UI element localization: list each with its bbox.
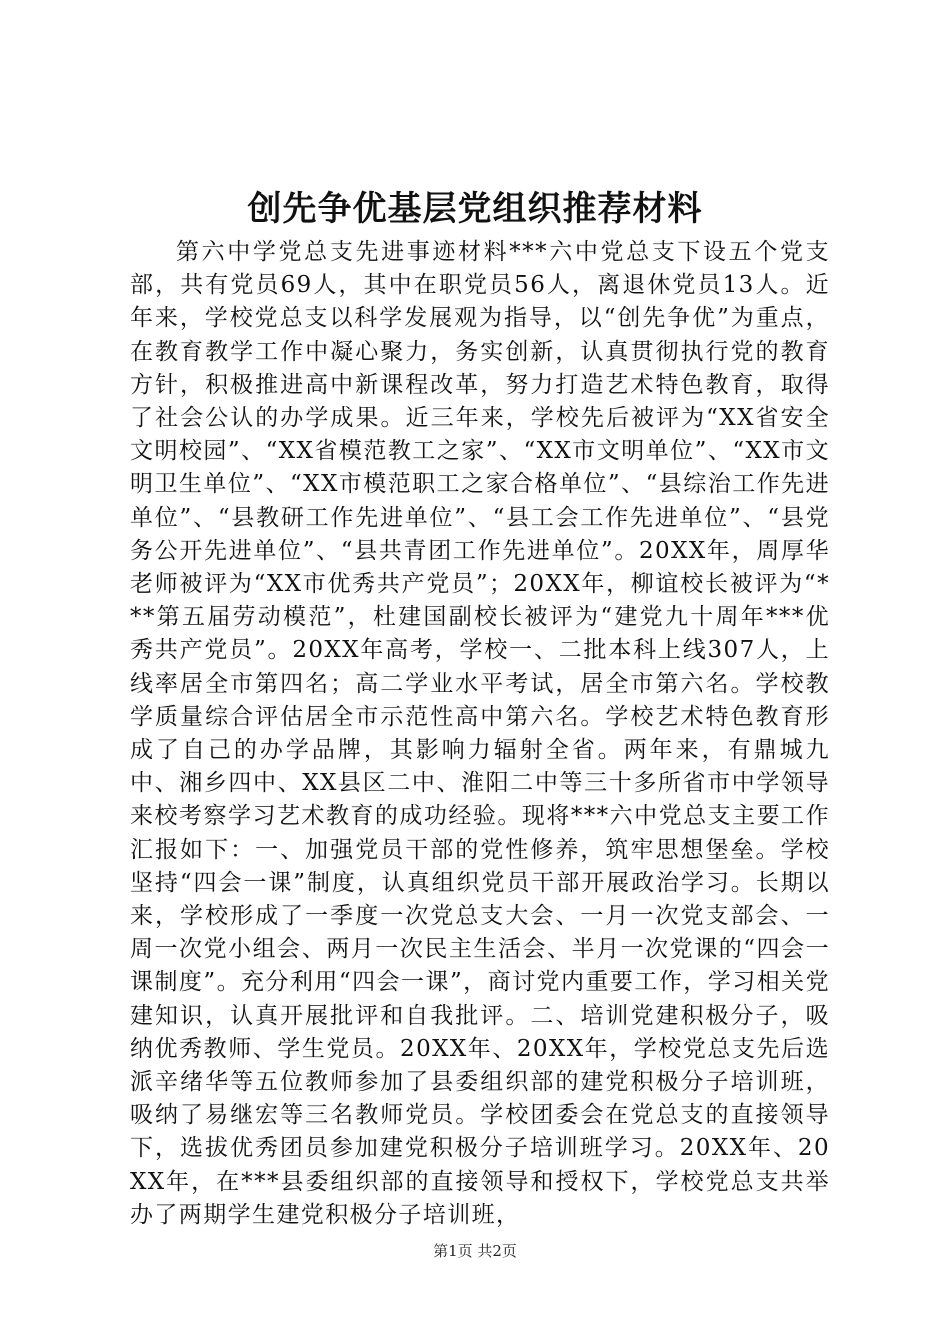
document-body-paragraph: 第六中学党总支先进事迹材料***六中党总支下设五个党支部，共有党员69人，其中在职党员56人，离退休党员13人。近年来，学校党总支以科学发展观为指导，以“创先争优”为重点，在教育教学工作中凝心聚力，务实创新，认真贯彻执行党的教育方针，积极推进高中新课程改革，努力打造艺术特色教育，取得了社会公认的办学成果。近三年来，学校先后被评为“XX省安全文明校园”、“XX省模范教工之家”、“XX市文明单位”、“XX市文明卫生单位”、“XX市模范职工之家合格单位”、“县综治工作先进单位”、“县教研工作先进单位”、“县工会工作先进单位”、“县党务公开先进单位”、“县共青团工作先进单位”。20XX年，周厚华老师被评为“XX市优秀共产党员”；20XX年，柳谊校长被评为“***第五届劳动模范”，杜建国副校长被评为“建党九十周年***优秀共产党员”。20XX年高考，学校一、二批本科上线307人，上线率居全市第四名；高二学业水平考试，居全市第六名。学校教学质量综合评估居全市示范性高中第六名。学校艺术特色教育形成了自己的办学品牌，其影响力辐射全省。两年来，有鼎城九中、湘乡四中、XX县区二中、淮阳二中等三十多所省市中学领导来校考察学习艺术教育的成功经验。现将***六中党总支主要工作汇报如下：一、加强党员干部的党性修养，筑牢思想堡垒。学校坚持“四会一课”制度，认真组织党员干部开展政治学习。长期以来，学校形成了一季度一次党总支大会、一月一次党支部会、一周一次党小组会、两月一次民主生活会、半月一次党课的“四会一课制度”。充分利用“四会一课”，商讨党内重要工作，学习相关党建知识，认真开展批评和自我批评。二、培训党建积极分子，吸纳优秀教师、学生党员。20XX年、20XX年，学校党总支先后选派辛绪华等五位教师参加了县委组织部的建党积极分子培训班，吸纳了易继宏等三名教师党员。学校团委会在党总支的直接领导下，选拔优秀团员参加建党积极分子培训班学习。20XX年、20XX年，在***县委组织部的直接领导和授权下，学校党总支共举办了两期学生建党积极分子培训班， — [130, 239, 830, 1228]
page-number-footer: 第1页 共2页 — [433, 1242, 517, 1260]
document-title: 创先争优基层党组织推荐材料 — [247, 189, 703, 229]
